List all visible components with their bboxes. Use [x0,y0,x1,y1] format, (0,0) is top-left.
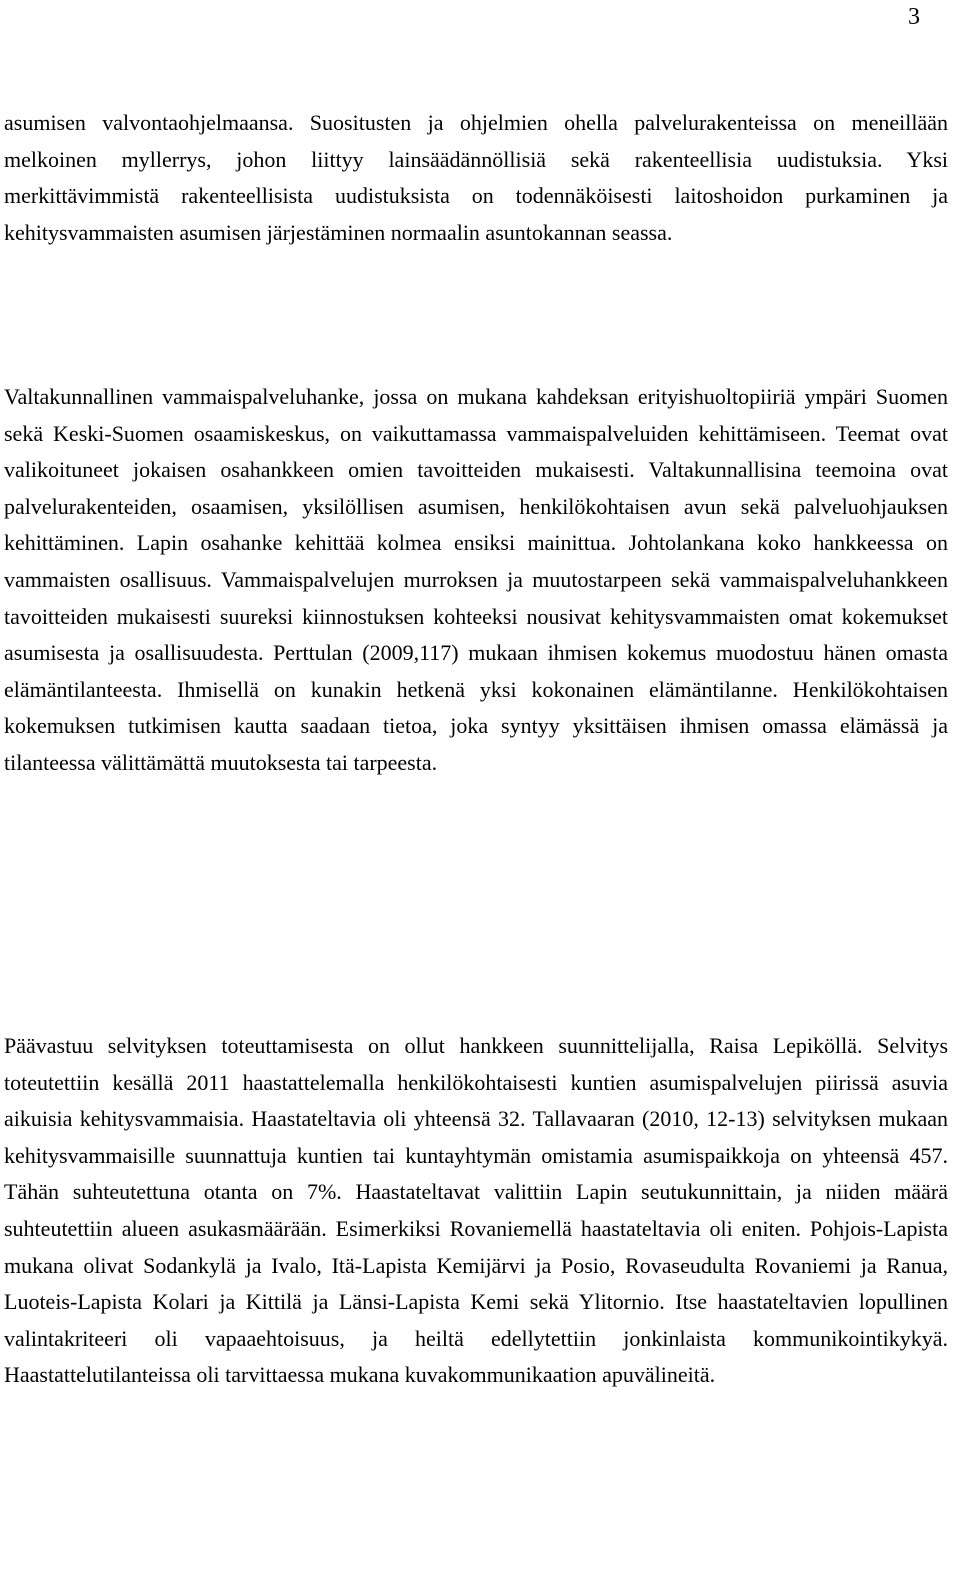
paragraph-study-method: Päävastuu selvityksen toteuttamisesta on ollut hankkeen suunnittelijalla, Raisa Lepiköllä. Selvitys toteutettiin kesällä 2011 haastattelemalla henkilökohtaisesti kuntien asumispalvelujen piirissä asuvia aikuisia kehitysvammaisia. Haastateltavia oli yhteensä 32. Tallavaaran (2010, 12-13) selvityksen mukaan kehitysvammaisille suunnattuja kuntien tai kuntayhtymän omistamia asumispaikkoja on yhteensä 457. Tähän suhteutettuna otanta on 7%. Haastateltavat valittiin Lapin seutukunnittain, ja niiden määrä suhteutettiin alueen asukasmäärään. Esimerkiksi Rovaniemellä haastateltavia oli eniten. Pohjois-Lapista mukana olivat Sodankylä ja Ivalo, Itä-Lapista Kemijärvi ja Posio, Rovaseudulta Rovaniemi ja Ranua, Luoteis-Lapista Kolari ja Kittilä ja Länsi-Lapista Kemi sekä Ylitornio. Itse haastateltavien lopullinen valintakriteeri oli vapaaehtoisuus, ja heiltä edellytettiin jonkinlaista kommunikointikykyä. Haastattelutilanteissa oli tarvittaessa mukana kuvakommunikaation apuvälineitä. [4,1033,948,1388]
page-number: 3 [908,4,920,30]
paragraph-disability-services-project: Valtakunnallinen vammaispalveluhanke, jossa on mukana kahdeksan erityishuoltopiiriä ympäri Suomen sekä Keski-Suomen osaamiskeskus, on vaikuttamassa vammaispalveluiden kehittämiseen. Teemat ovat valikoituneet jokaisen osahankkeen omien tavoitteiden mukaisesti. Valtakunnallisina teemoina ovat palvelurakenteiden, osaamisen, yksilöllisen asumisen, henkilökohtaisen avun sekä palveluohjauksen kehittäminen. Lapin osahanke kehittää kolmea ensiksi mainittua. Johtolankana koko hankkeessa on vammaisten osallisuus. Vammaispalvelujen murroksen ja muutostarpeen sekä vammaispalveluhankkeen tavoitteiden mukaisesti suureksi kiinnostuksen kohteeksi nousivat kehitysvammaisten omat kokemukset asumisesta ja osallisuudesta. Perttulan (2009,117) mukaan ihmisen kokemus muodostuu hänen omasta elämäntilanteesta. Ihmisellä on kunakin hetkenä yksi kokonainen elämäntilanne. Henkilökohtaisen kokemuksen tutkimisen kautta saadaan tietoa, joka syntyy yksittäisen ihmisen omassa elämässä ja tilanteessa välittämättä muutoksesta tai tarpeesta. [4,384,948,775]
paragraph-housing-reform: asumisen valvontaohjelmaansa. Suositusten ja ohjelmien ohella palvelurakenteissa on meneillään melkoinen myllerrys, johon liittyy lainsäädännöllisiä sekä rakenteellisia uudistuksia. Yksi merkittävimmistä rakenteellisista uudistuksista on todennäköisesti laitoshoidon purkaminen ja kehitysvammaisten asumisen järjestäminen normaalin asuntokannan seassa. [4,110,948,245]
